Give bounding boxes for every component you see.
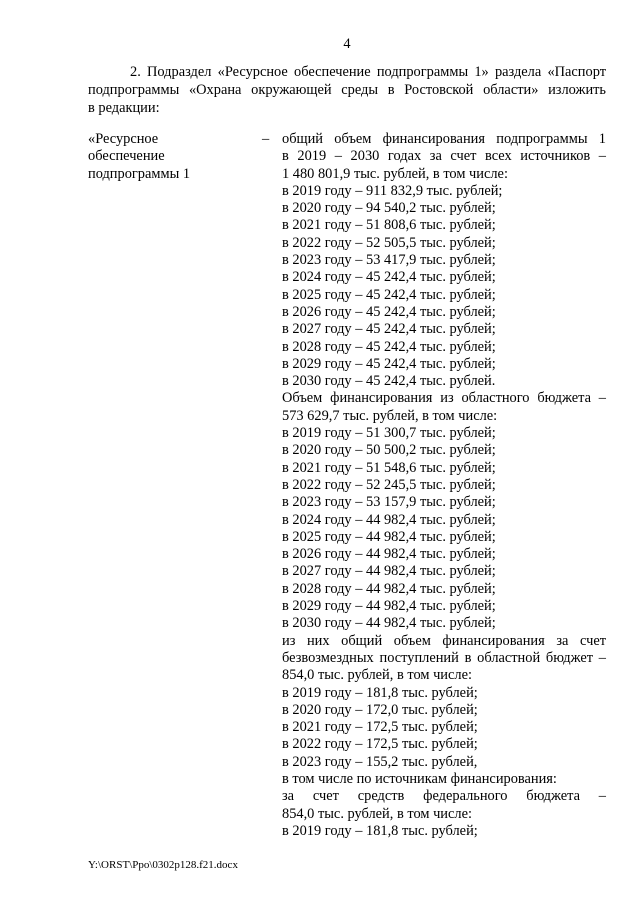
grants-heading-line: 854,0 тыс. рублей, в том числе: bbox=[282, 667, 472, 684]
label-separator-dash: – bbox=[262, 131, 270, 147]
federal-budget-heading-line: 854,0 тыс. рублей, в том числе: bbox=[282, 805, 472, 822]
total-funding-year-row: в 2023 году – 53 417,9 тыс. рублей; bbox=[282, 252, 496, 269]
grants-year-row: в 2023 году – 155,2 тыс. рублей, bbox=[282, 753, 478, 770]
total-funding-year-row: в 2019 году – 911 832,9 тыс. рублей; bbox=[282, 182, 503, 199]
regional-budget-year-row: в 2022 году – 52 245,5 тыс. рублей; bbox=[282, 476, 496, 493]
total-funding-year-row: в 2024 году – 45 242,4 тыс. рублей; bbox=[282, 269, 496, 286]
total-funding-block bbox=[282, 131, 606, 390]
section-label-line: обеспечение bbox=[88, 148, 165, 165]
intro-line: 2. Подраздел «Ресурсное обеспечение подпрограммы 1» раздела «Паспорт bbox=[130, 64, 606, 80]
federal-budget-block bbox=[282, 788, 606, 840]
total-funding-year-row: в 2020 году – 94 540,2 тыс. рублей; bbox=[282, 200, 496, 217]
total-funding-heading-line: 1 480 801,9 тыс. рублей, в том числе: bbox=[282, 165, 508, 182]
grants-heading-line: из них общий объем финансирования за счет bbox=[282, 632, 606, 649]
regional-budget-heading-line: 573 629,7 тыс. рублей, в том числе: bbox=[282, 407, 498, 424]
total-funding-year-row: в 2021 году – 51 808,6 тыс. рублей; bbox=[282, 217, 496, 234]
regional-budget-heading-line: Объем финансирования из областного бюджета – bbox=[282, 390, 606, 407]
regional-budget-year-row: в 2028 году – 44 982,4 тыс. рублей; bbox=[282, 580, 496, 597]
regional-budget-year-row: в 2020 году – 50 500,2 тыс. рублей; bbox=[282, 442, 496, 459]
regional-budget-year-row: в 2021 году – 51 548,6 тыс. рублей; bbox=[282, 459, 496, 476]
grants-block bbox=[282, 633, 606, 771]
total-funding-year-row: в 2029 году – 45 242,4 тыс. рублей; bbox=[282, 355, 496, 372]
grants-year-row: в 2021 году – 172,5 тыс. рублей; bbox=[282, 719, 478, 736]
federal-budget-heading-line: за счет средств федерального бюджета – bbox=[282, 788, 606, 805]
total-funding-year-row: в 2030 году – 45 242,4 тыс. рублей. bbox=[282, 373, 496, 390]
section-label-line: «Ресурсное bbox=[88, 131, 159, 147]
regional-budget-year-row: в 2027 году – 44 982,4 тыс. рублей; bbox=[282, 563, 496, 580]
total-funding-year-row: в 2022 году – 52 505,5 тыс. рублей; bbox=[282, 234, 496, 251]
grants-year-row: в 2019 году – 181,8 тыс. рублей; bbox=[282, 684, 478, 701]
regional-budget-year-row: в 2026 году – 44 982,4 тыс. рублей; bbox=[282, 546, 496, 563]
section-content bbox=[282, 131, 606, 840]
grants-year-row: в 2020 году – 172,0 тыс. рублей; bbox=[282, 701, 478, 718]
regional-budget-year-row: в 2030 году – 44 982,4 тыс. рублей; bbox=[282, 615, 496, 632]
section-label bbox=[88, 131, 253, 183]
total-funding-heading-line: общий объем финансирования подпрограммы 1 bbox=[282, 131, 606, 147]
total-funding-year-row: в 2026 году – 45 242,4 тыс. рублей; bbox=[282, 303, 496, 320]
intro-paragraph bbox=[88, 63, 606, 117]
federal-budget-year-row: в 2019 году – 181,8 тыс. рублей; bbox=[282, 822, 478, 839]
regional-budget-block bbox=[282, 390, 606, 632]
total-funding-year-row: в 2027 году – 45 242,4 тыс. рублей; bbox=[282, 321, 496, 338]
grants-heading-line: безвозмездных поступлений в областной бюджет – bbox=[282, 649, 606, 666]
section-label-line: подпрограммы 1 bbox=[88, 165, 191, 182]
total-funding-heading-line: в 2019 – 2030 годах за счет всех источников – bbox=[282, 148, 606, 165]
footer-file-path: Y:\ORST\Ppo\0302p128.f21.docx bbox=[88, 859, 238, 871]
regional-budget-year-row: в 2025 году – 44 982,4 тыс. рублей; bbox=[282, 528, 496, 545]
total-funding-year-row: в 2025 году – 45 242,4 тыс. рублей; bbox=[282, 286, 496, 303]
page-number: 4 bbox=[343, 36, 351, 52]
regional-budget-year-row: в 2024 году – 44 982,4 тыс. рублей; bbox=[282, 511, 496, 528]
total-funding-year-row: в 2028 году – 45 242,4 тыс. рублей; bbox=[282, 338, 496, 355]
regional-budget-year-row: в 2019 году – 51 300,7 тыс. рублей; bbox=[282, 425, 496, 442]
regional-budget-year-row: в 2029 году – 44 982,4 тыс. рублей; bbox=[282, 598, 496, 615]
funding-sources-note: в том числе по источникам финансирования: bbox=[282, 770, 557, 787]
grants-year-row: в 2022 году – 172,5 тыс. рублей; bbox=[282, 736, 478, 753]
regional-budget-year-row: в 2023 году – 53 157,9 тыс. рублей; bbox=[282, 494, 496, 511]
intro-line: в редакции: bbox=[88, 100, 160, 116]
intro-line: подпрограммы «Охрана окружающей среды в Ростовской области» изложить bbox=[88, 82, 606, 98]
